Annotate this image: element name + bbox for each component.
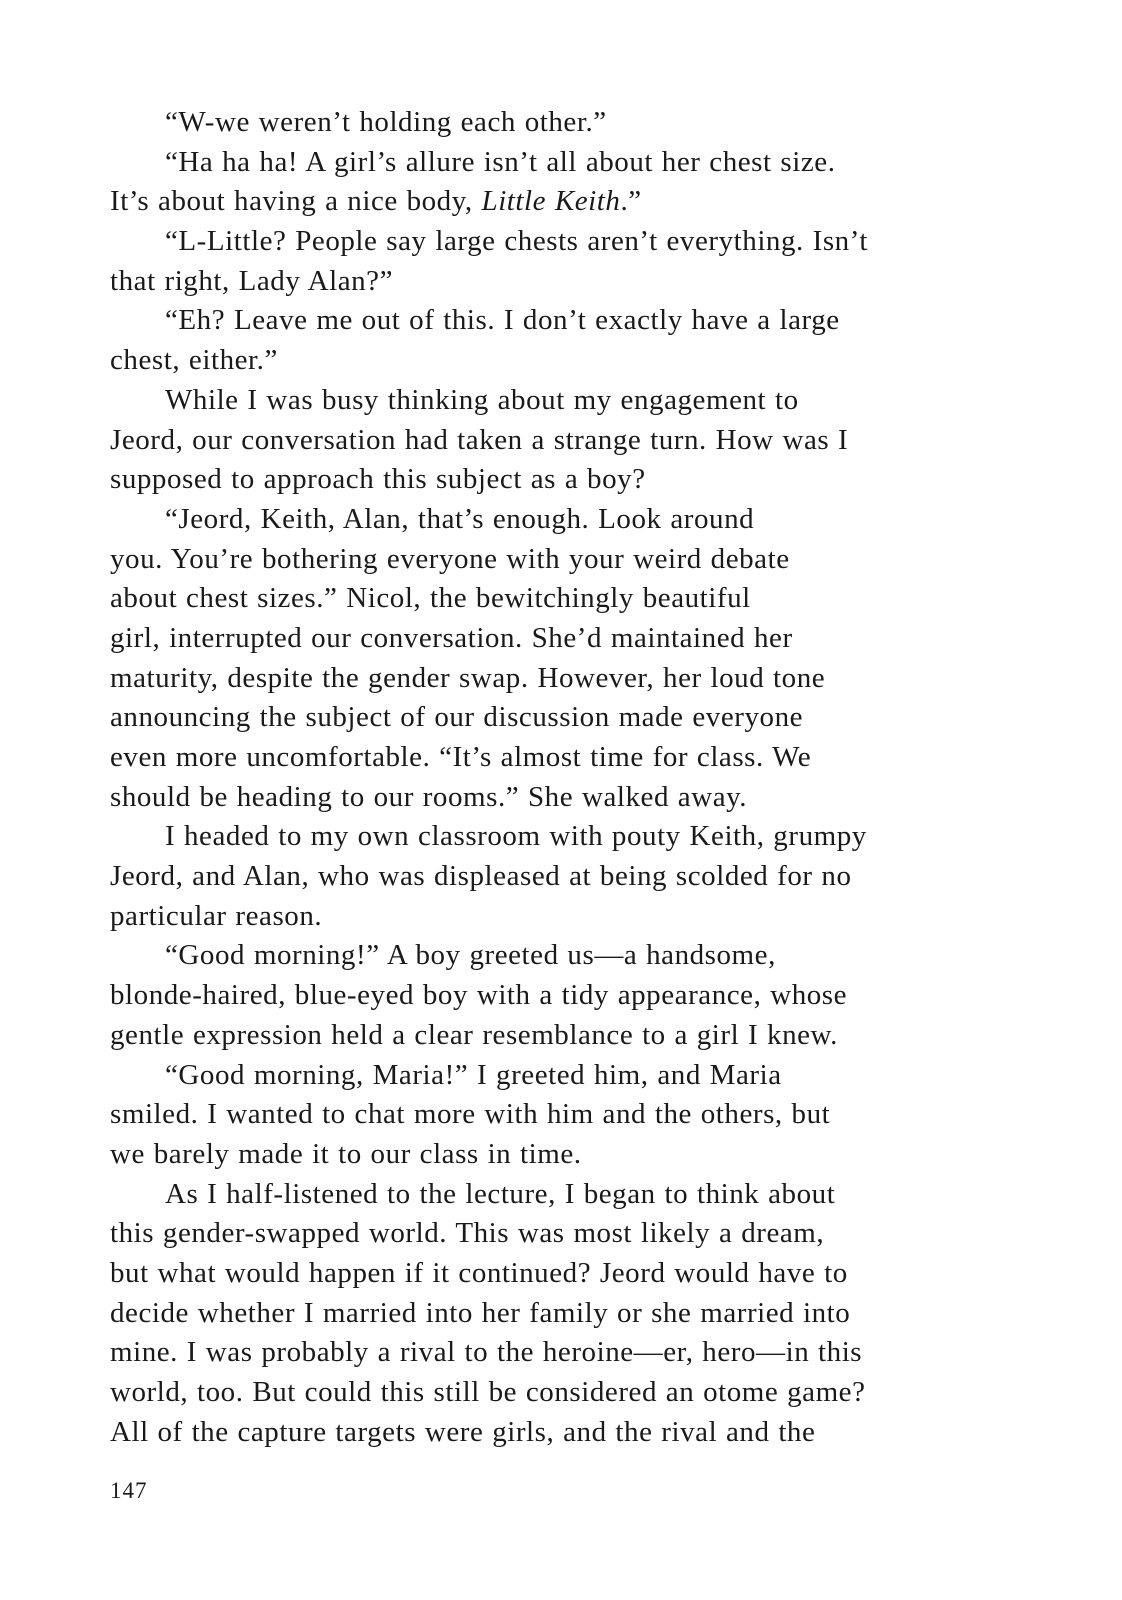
- text-line: gentle expression held a clear resemblance to a girl I knew.: [110, 1018, 838, 1051]
- text-line: should be heading to our rooms.” She walked away.: [110, 780, 748, 813]
- text-line: maturity, despite the gender swap. However, her loud tone: [110, 661, 826, 694]
- paragraph: [110, 103, 970, 143]
- text-line: about chest sizes.” Nicol, the bewitchingly beautiful: [110, 582, 751, 615]
- text-line: [110, 182, 970, 222]
- paragraph: [110, 500, 970, 818]
- text-line: “L-Little? People say large chests aren’t everything. Isn’t: [165, 225, 869, 258]
- body-text: [110, 103, 970, 1452]
- text-line: Jeord, and Alan, who was displeased at being scolded for no: [110, 860, 852, 893]
- text-line: decide whether I married into her family or she married into: [110, 1296, 851, 1329]
- text-line: I headed to my own classroom with pouty Keith, grumpy: [165, 820, 867, 853]
- text-line: “Good morning!” A boy greeted us—a handsome,: [165, 939, 776, 972]
- text-line: you. You’re bothering everyone with your weird debate: [110, 542, 790, 575]
- paragraph: [110, 936, 970, 1055]
- text-line: As I half-listened to the lecture, I began to think about: [165, 1177, 836, 1210]
- text-line: supposed to approach this subject as a boy?: [110, 463, 646, 496]
- text-line: announcing the subject of our discussion made everyone: [110, 701, 804, 734]
- text-line: girl, interrupted our conversation. She’d maintained her: [110, 621, 793, 654]
- paragraph: [110, 143, 970, 222]
- text-line: that right, Lady Alan?”: [110, 264, 394, 297]
- text-line: blonde-haired, blue-eyed boy with a tidy appearance, whose: [110, 979, 848, 1012]
- text-line: “Eh? Leave me out of this. I don’t exactly have a large: [165, 304, 840, 337]
- text-line: “W-we weren’t holding each other.”: [165, 106, 607, 138]
- text-line: mine. I was probably a rival to the heroine—er, hero—in this: [110, 1336, 863, 1369]
- text-line: but what would happen if it continued? Jeord would have to: [110, 1256, 848, 1289]
- text-segment: .”: [620, 185, 642, 218]
- paragraph: [110, 301, 970, 380]
- text-line: smiled. I wanted to chat more with him and the others, but: [110, 1098, 831, 1131]
- paragraph: [110, 1175, 970, 1453]
- paragraph: [110, 222, 970, 301]
- text-line: world, too. But could this still be considered an otome game?: [110, 1376, 866, 1408]
- text-line: particular reason.: [110, 899, 323, 932]
- page-number: 147: [110, 1478, 148, 1503]
- text-line: “Good morning, Maria!” I greeted him, and Maria: [165, 1058, 782, 1091]
- text-line: even more uncomfortable. “It’s almost time for class. We: [110, 741, 812, 773]
- text-segment: It’s about having a nice body,: [110, 185, 482, 218]
- paragraph: [110, 381, 970, 500]
- paragraph: [110, 817, 970, 936]
- text-line: chest, either.”: [110, 344, 278, 377]
- text-line: Jeord, our conversation had taken a strange turn. How was I: [110, 423, 849, 456]
- paragraph: [110, 1056, 970, 1175]
- text-line: “Ha ha ha! A girl’s allure isn’t all about her chest size.: [165, 145, 836, 178]
- text-line: this gender-swapped world. This was most likely a dream,: [110, 1217, 825, 1250]
- text-line: we barely made it to our class in time.: [110, 1137, 582, 1170]
- text-line: “Jeord, Keith, Alan, that’s enough. Look around: [165, 502, 755, 535]
- italic-text: Little Keith: [481, 185, 621, 218]
- text-line: While I was busy thinking about my engagement to: [165, 383, 799, 416]
- text-line: All of the capture targets were girls, and the rival and the: [110, 1415, 816, 1448]
